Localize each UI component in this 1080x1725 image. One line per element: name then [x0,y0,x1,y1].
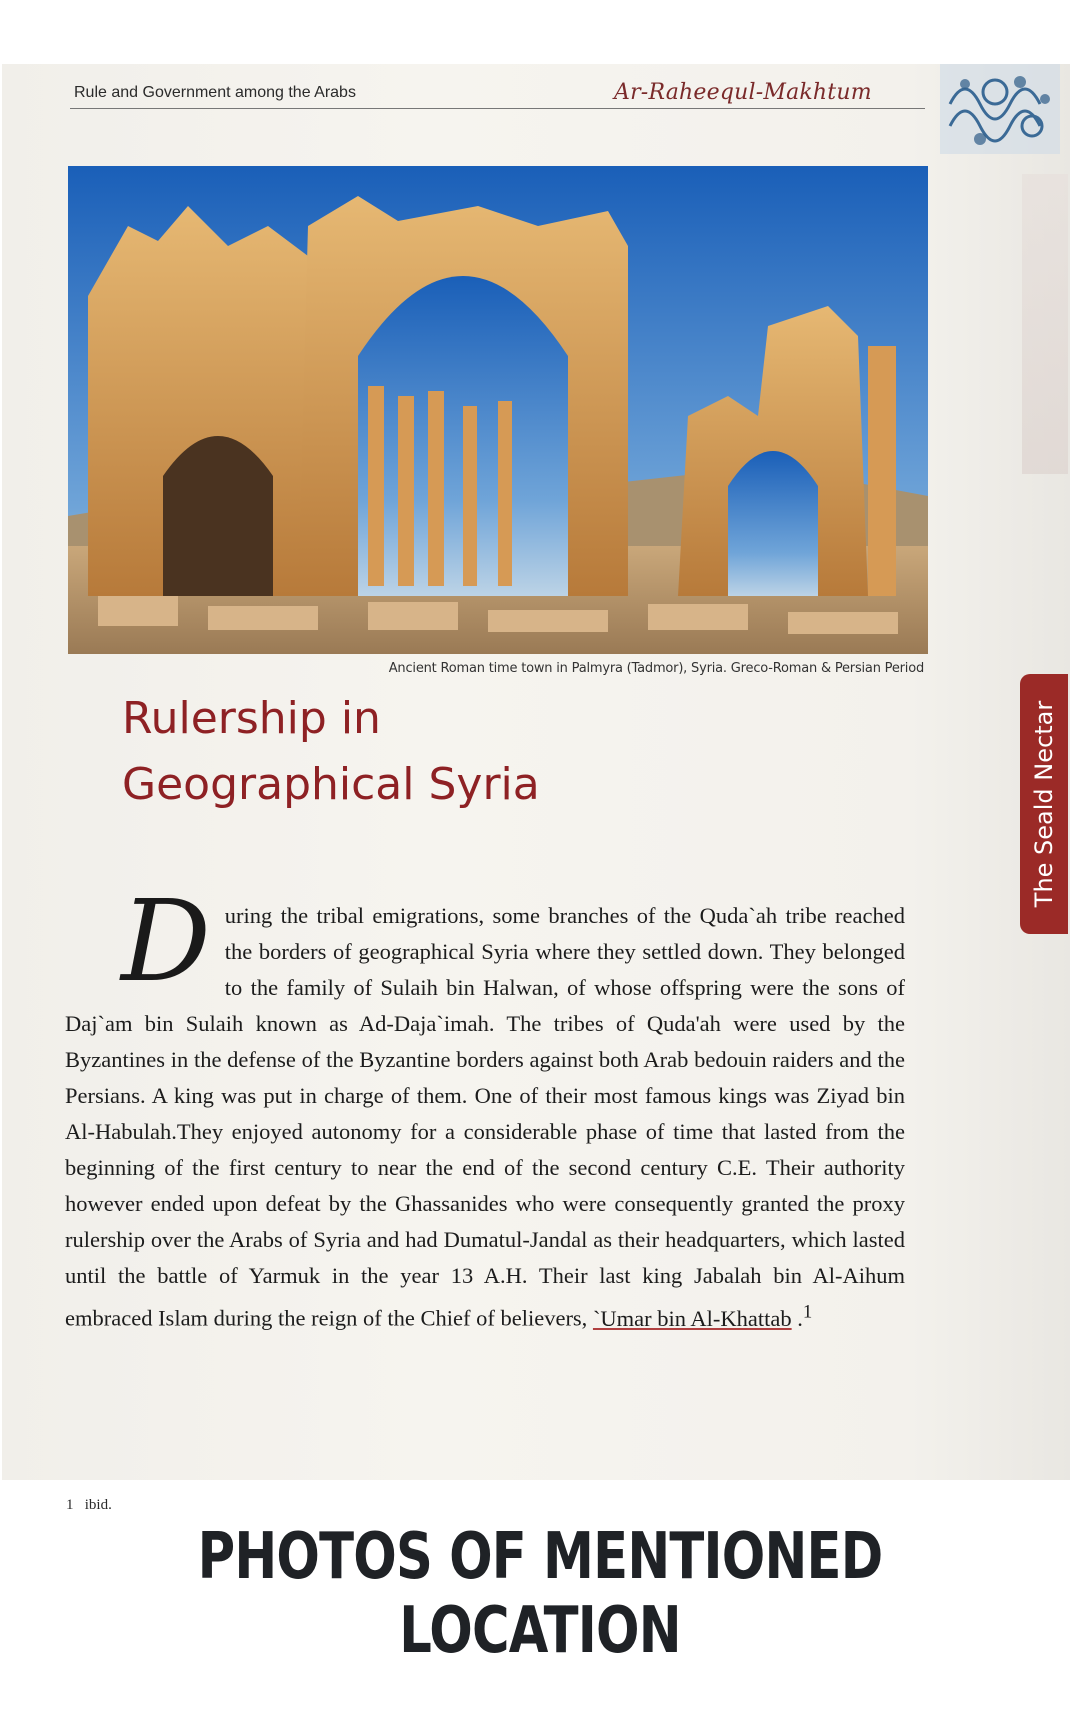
header-rule [70,108,925,109]
drop-cap: D [121,877,211,1007]
section-title [122,686,540,818]
section-title-line-1: Rulership in [122,693,381,744]
side-tab [1020,674,1068,934]
banner-caption: PHOTOS OF MENTIONED LOCATION [197,1520,883,1668]
section-title-line-2: Geographical Syria [122,759,540,810]
body-paragraph [65,877,905,1337]
photo-caption: Ancient Roman time town in Palmyra (Tadmor), Syria. Greco-Roman & Persian Period [388,661,924,676]
footnote-number: 1 [66,1497,74,1513]
underlined-name: `Umar bin Al-Khattab [592,1305,792,1331]
book-title-script: Ar-Raheequl-Makhtum [614,80,872,105]
footnote [66,1497,112,1514]
page-edge-strip [1022,174,1068,474]
footnote-ref: 1 [802,1301,813,1322]
book-page-scan [2,64,1070,1513]
footnote-text: ibid. [84,1497,112,1513]
palmyra-arch-photo [68,166,928,654]
corner-ornament-icon [940,64,1060,154]
side-tab-label: The Seald Nectar [1030,700,1058,908]
running-head: Rule and Government among the Arabs [74,84,356,101]
body-tail: . [791,1305,803,1331]
body-text: uring the tribal emigrations, some branches of the Quda`ah tribe reached the borders of geographical Syria where they settled down. They belonged to the family of Sulaih bin Halwan, of whose offspring were the sons of Daj`am bin Sulaih known as Ad-Daja`imah. The tribes of Quda'ah were used by the Byzantines in the defense of the Byzantine borders against both Arab bedouin raiders and the Persians. A king was put in charge of them. One of their most famous kings was Ziyad bin Al-Habulah.They enjoyed autonomy for a considerable phase of time that lasted from the beginning of the first century to near the end of the second century C.E. Their authority however ended upon defeat by the Ghassanides who were consequently granted the proxy rulership over the Arabs of Syria and had Dumatul-Jandal as their headquarters, which lasted until the battle of Yarmuk in the year 13 A.H. Their last king Jabalah bin Al-Aihum embraced Islam during the reign of the Chief of believers, [65,903,905,1331]
